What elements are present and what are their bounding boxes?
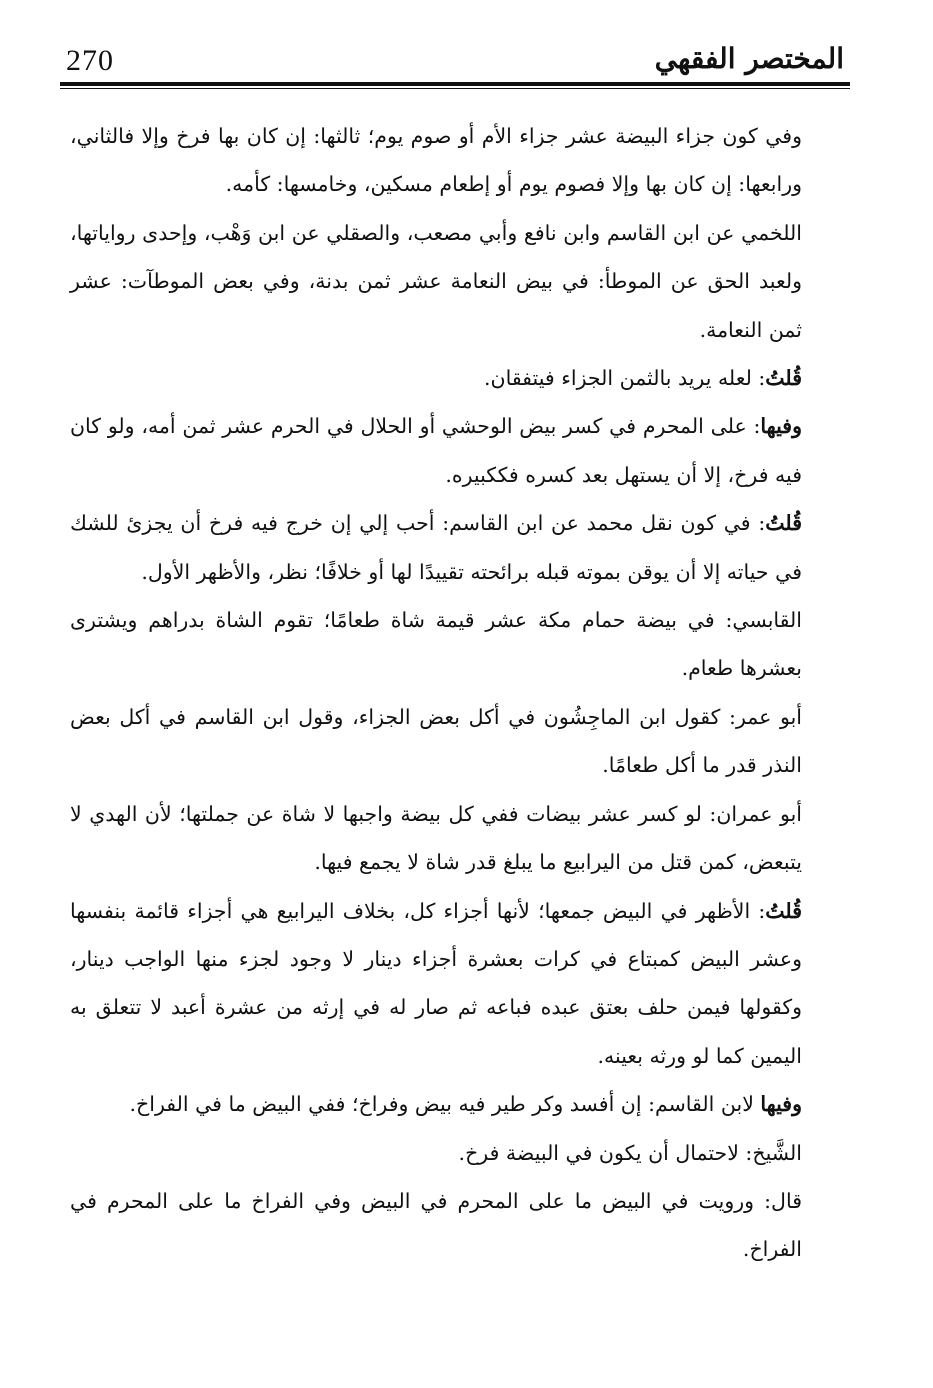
paragraph: أبو عمر: كقول ابن الماجِشُون في أكل بعض الجزاء، وقول ابن القاسم في أكل بعض النذر قدر ما أكل طعامًا. xyxy=(70,704,802,778)
paragraph: القابسي: في بيضة حمام مكة عشر قيمة شاة طعامًا؛ تقوم الشاة بدراهم ويشترى بعشرها طعام. xyxy=(70,608,802,681)
paragraph: وفي كون جزاء البيضة عشر جزاء الأم أو صوم يوم؛ ثالثها: إن كان بها فرخ وإلا فالثاني، ورابعها: إن كان بها وإلا فصوم يوم أو إطعام مسكين، وخامسها: كأمه. xyxy=(70,124,802,197)
page-header xyxy=(60,40,850,88)
header-rule-thin xyxy=(60,88,850,89)
body-text xyxy=(70,112,840,1274)
paragraph: وفيها: على المحرم في كسر بيض الوحشي أو الحلال في الحرم عشر ثمن أمه، ولو كان فيه فرخ، إلا أن يستهل بعد كسره فككبيره. xyxy=(70,414,802,487)
paragraph: الشَّيخ: لاحتمال أن يكون في البيضة فرخ. xyxy=(458,1140,802,1165)
paragraph: قُلتُ: لعله يريد بالثمن الجزاء فيتفقان. xyxy=(484,366,802,391)
paragraph: قُلتُ: في كون نقل محمد عن ابن القاسم: أحب إلي إن خرج فيه فرخ أن يجزئ للشك في حياته إلا أن يوقن بموته قبله برائحته تقييدًا لها أو خلافًا؛ نظر، والأظهر الأول. xyxy=(70,511,802,584)
header-rule-thick xyxy=(60,82,850,86)
paragraph: اللخمي عن ابن القاسم وابن نافع وأبي مصعب، والصقلي عن ابن وَهْب، وإحدى رواياتها، ولعبد الحق عن الموطأ: في بيض النعامة عشر ثمن بدنة، وفي بعض الموطآت: عشر ثمن النعامة. xyxy=(70,220,802,342)
paragraph: وفيها لابن القاسم: إن أفسد وكر طير فيه بيض وفراخ؛ ففي البيض ما في الفراخ. xyxy=(129,1092,802,1117)
paragraph: قُلتُ: الأظهر في البيض جمعها؛ لأنها أجزاء كل، بخلاف اليرابيع هي أجزاء قائمة بنفسها وعشر البيض كمبتاع في كرات بعشرة أجزاء دينار لا وجود لجزء منها الواجب دينار، وكقولها فيمن حلف بعتق عبده فباعه ثم صار له في إرثه من عشرة أعبد لا تتعلق به اليمين كما لو ورثه بعينه. xyxy=(70,898,802,1068)
running-title: المختصر الفقهي xyxy=(654,42,844,75)
page-number: 270 xyxy=(66,44,114,77)
paragraph: قال: ورويت في البيض ما على المحرم في البيض وفي الفراخ ما على المحرم في الفراخ. xyxy=(70,1188,802,1262)
paragraph: أبو عمران: لو كسر عشر بيضات ففي كل بيضة واجبها لا شاة عن جملتها؛ لأن الهدي لا يتبعض، كمن قتل من اليرابيع ما يبلغ قدر شاة لا يجمع فيها. xyxy=(70,801,802,875)
